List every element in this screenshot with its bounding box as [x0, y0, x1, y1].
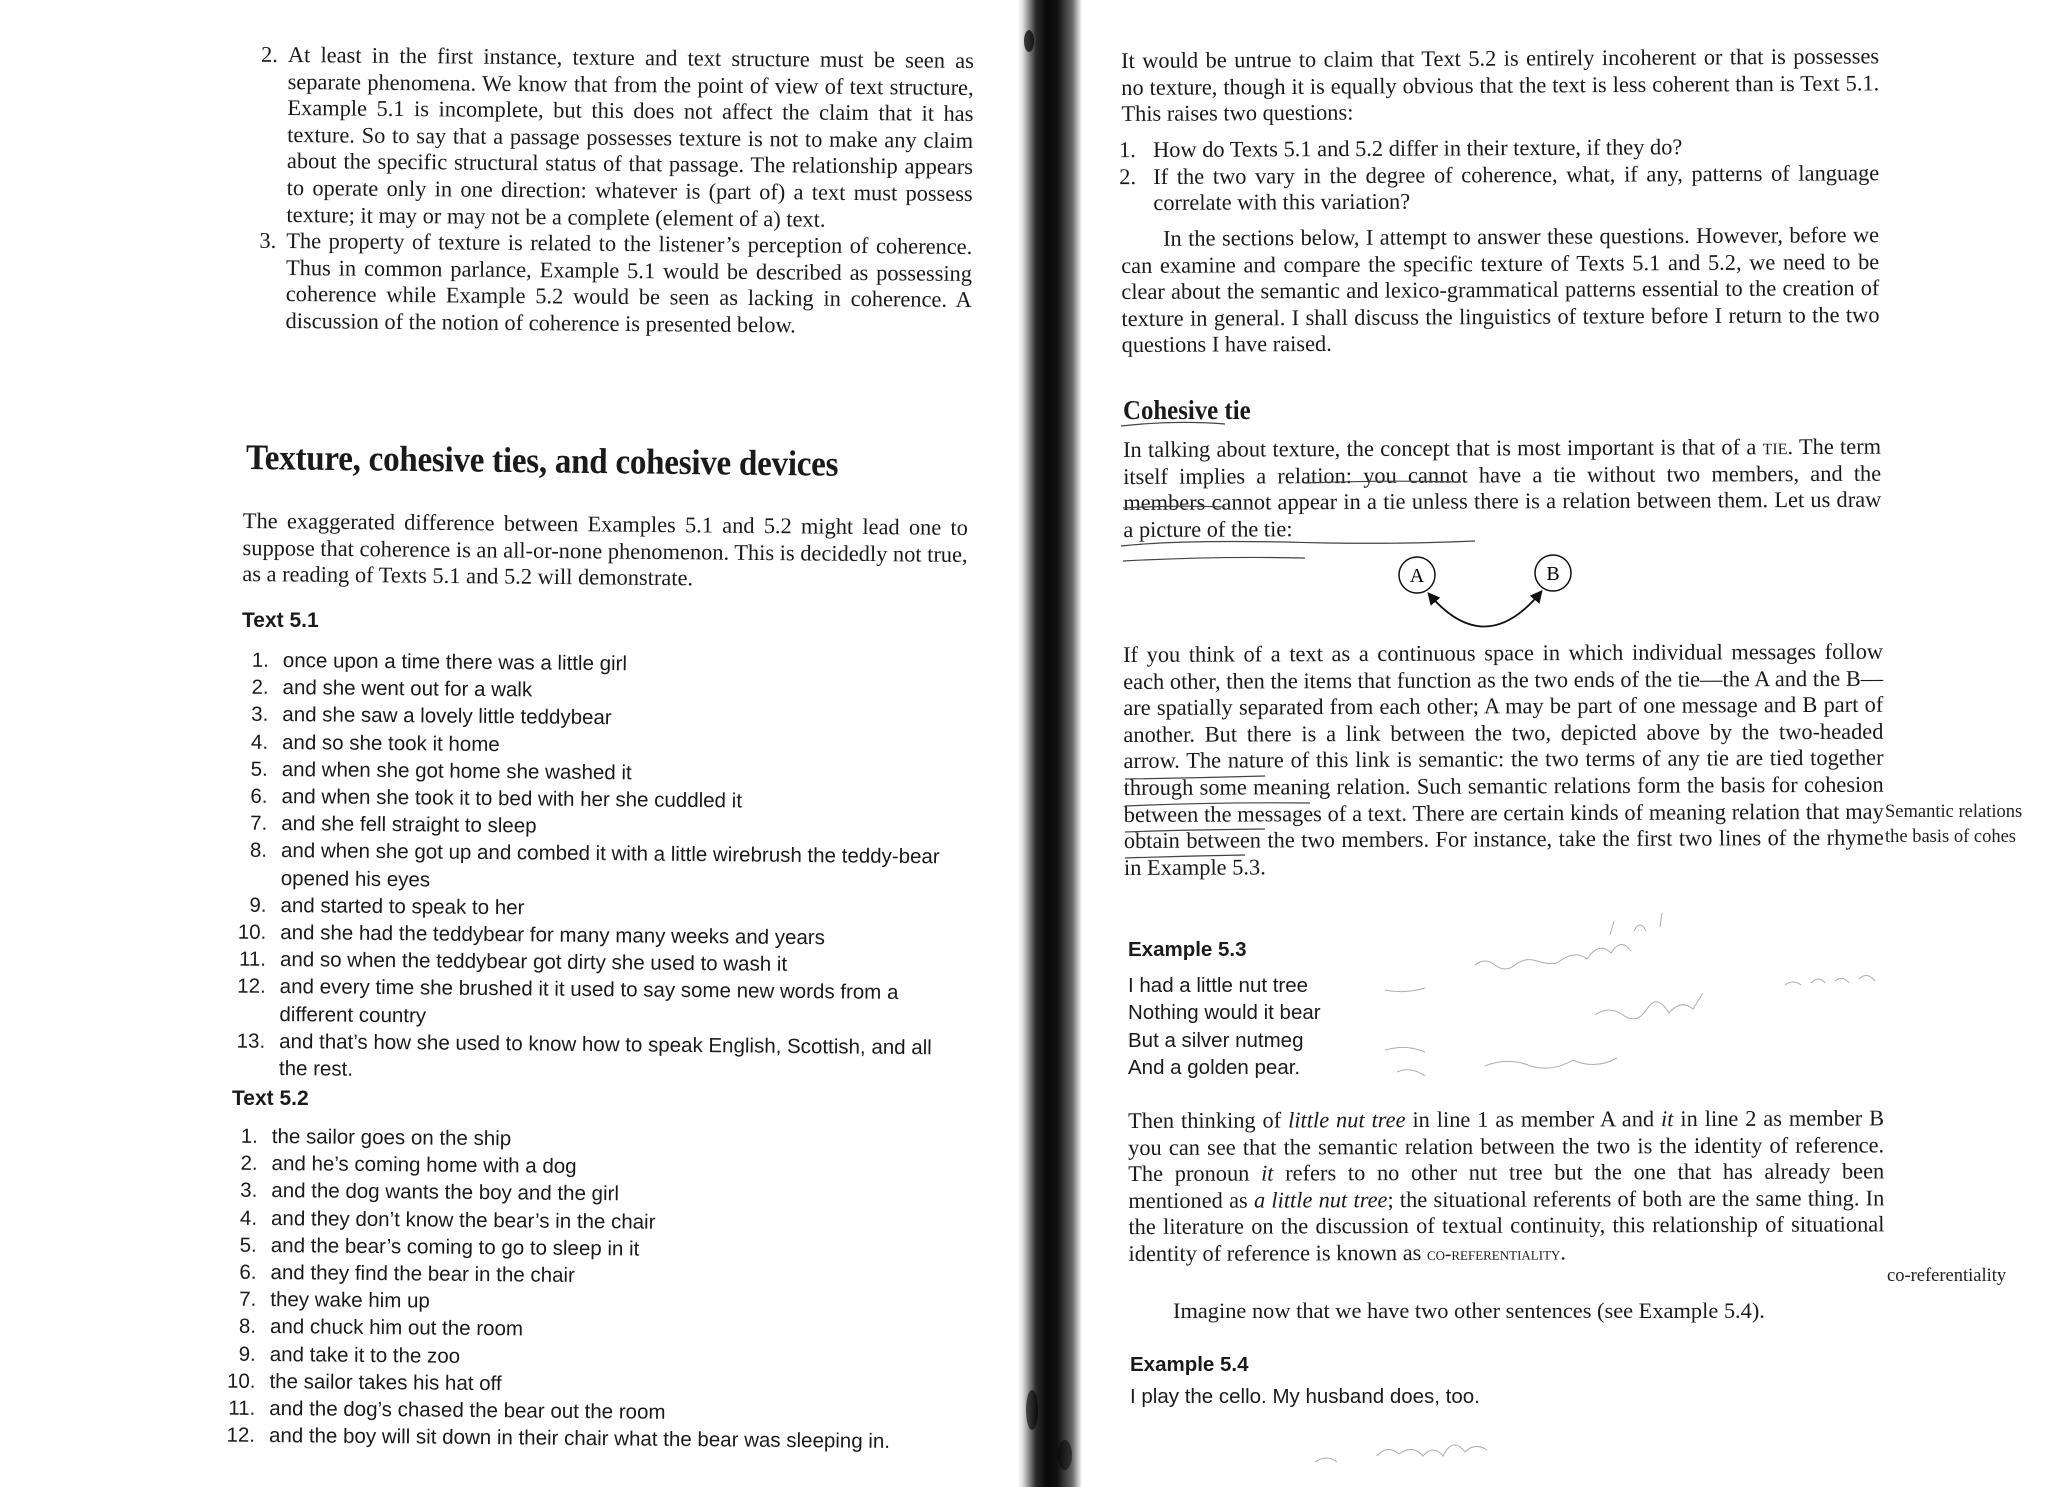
line-text: and so she took it home	[281, 730, 500, 756]
line-number: 12.	[237, 975, 266, 999]
line-number: 9.	[249, 893, 267, 917]
line-number: 10.	[226, 1369, 256, 1393]
margin-note-semantic-relations: Semantic relations the basis of cohes	[1885, 802, 2023, 847]
rhyme-line: But a silver nutmeg	[1128, 1028, 1304, 1052]
list-text: At least in the first instance, texture and text structure must be seen as separate phenomena. We know that from the point of view of text structure, Example 5.1 is incomplete, but this does not affect the claim that it has texture. So to say that a passage possesses texture is not to make any claim about the specific structural status of that passage. The relationship appears to operate only in one direction: whatever is (part of) a text must possess texture; it may or may not be a complete (element of a) text.	[286, 42, 974, 232]
line-text: and take it to the zoo	[269, 1342, 461, 1368]
tie-node-a-label: A	[1409, 565, 1425, 587]
text-5-2-title: Text 5.2	[232, 1087, 309, 1110]
line-number: 9.	[238, 1342, 256, 1366]
italic-term: a little nut tree	[1253, 1186, 1388, 1213]
text-run: .	[1560, 1239, 1567, 1265]
example-5-3-rhyme	[1128, 972, 1368, 1081]
line-text: and when she took it to bed with her she cuddled it	[281, 785, 743, 813]
text-5-1-lines	[236, 647, 963, 1089]
italic-term: it	[1660, 1106, 1674, 1132]
rhyme-line: Nothing would it bear	[1128, 1001, 1321, 1025]
list-text: The property of texture is related to the listener’s perception of coherence. Thus in common parlance, Example 5.1 would be described as possessing coherence while Example 5.2 would be seen as lacking in coherence. A discussion of the notion of coherence is presented below.	[285, 228, 973, 338]
line-number: 1.	[240, 1124, 258, 1148]
rhyme-line: And a golden pear.	[1128, 1055, 1301, 1079]
line-text: and the dog wants the boy and the girl	[271, 1179, 620, 1206]
line-number: 13.	[236, 1029, 266, 1053]
line-text: and he’s coming home with a dog	[271, 1152, 577, 1179]
line-text: the sailor goes on the ship	[271, 1124, 512, 1151]
line-number: 5.	[239, 1233, 257, 1257]
cohesive-tie-heading: Cohesive tie	[1123, 395, 1251, 425]
then-paragraph	[1128, 1105, 1885, 1269]
line-text: the sailor takes his hat off	[269, 1369, 502, 1396]
line-number: 12.	[226, 1423, 256, 1448]
intro-list	[259, 41, 974, 341]
line-number: 2.	[251, 675, 269, 700]
line-number: 6.	[239, 1260, 257, 1284]
text-run: in line 1 as member A and	[1405, 1106, 1662, 1133]
margin-note-co-referentiality: co-referentiality	[1887, 1266, 2007, 1286]
line-text: and when she got home she washed it	[281, 757, 632, 785]
two-headed-arrow	[1429, 592, 1541, 627]
line-number: 8.	[238, 1315, 257, 1339]
text-5-2-lines	[226, 1123, 962, 1456]
tie-paragraph	[1123, 434, 1881, 544]
list-item	[259, 227, 973, 340]
italic-term: little nut tree	[1288, 1107, 1406, 1133]
line-number: 4.	[239, 1206, 258, 1230]
list-item	[1119, 133, 1879, 163]
line-number: 11.	[238, 947, 267, 972]
list-text: If the two vary in the degree of coherence, what, if any, patterns of language correlate with this variation?	[1153, 159, 1880, 216]
line-text: and started to speak to her	[280, 893, 525, 920]
line-text: and every time she brushed it it used to say some new words from a different country	[279, 975, 899, 1028]
tie-paragraph-end: . The term itself implies a relation: you cannot have a tie without two members, and the members cannot appear in a tie unless there is a relation between them. Let us draw a picture of the tie:	[1123, 433, 1882, 542]
line-number: 7.	[250, 811, 268, 836]
line-number: 10.	[237, 920, 267, 944]
line-text: once upon a time there was a little girl	[282, 648, 628, 676]
example-5-4-line: I play the cello. My husband does, too.	[1130, 1385, 1480, 1408]
list-text: How do Texts 5.1 and 5.2 differ in their texture, if they do?	[1153, 134, 1683, 162]
line-number: 3.	[251, 703, 269, 727]
left-page	[0, 0, 1015, 1487]
imagine-paragraph: Imagine now that we have two other sentences (see Example 5.4).	[1173, 1298, 1765, 1323]
opening-paragraph: It would be untrue to claim that Text 5.2 is entirely incoherent or that is possesses no texture, though it is equally obvious that the text is less coherent than is Text 5.1. This raises two questions:	[1121, 43, 1880, 127]
text-line	[249, 837, 961, 898]
line-text: and they don’t know the bear’s in the chair	[270, 1206, 656, 1234]
tie-node-b	[1535, 555, 1571, 591]
book-spine-gutter	[1018, 0, 1082, 1487]
line-number: 4.	[250, 730, 269, 754]
line-text: and when she got up and combed it with a little wirebrush the teddy-bear opened his eyes	[280, 839, 940, 892]
list-number: 2.	[1119, 163, 1137, 189]
line-number: 2.	[240, 1151, 258, 1176]
line-text: and chuck him out the room	[269, 1315, 524, 1341]
line-number: 1.	[251, 648, 269, 672]
tie-node-b-label: B	[1546, 563, 1560, 585]
text-line	[236, 1028, 959, 1089]
line-number: 7.	[239, 1287, 257, 1312]
co-referentiality-term: co-referentiality	[1426, 1243, 1561, 1265]
line-text: and so when the teddybear got dirty she used to wash it	[279, 948, 788, 977]
line-text: and the boy will sit down in their chair what the bear was sleeping in.	[268, 1424, 891, 1454]
tie-paragraph-start: In talking about texture, the concept that is most important is that of a	[1123, 434, 1763, 462]
rhyme-line: I had a little nut tree	[1128, 974, 1309, 997]
line-text: and she went out for a walk	[282, 676, 533, 702]
text-run: refers to no other nut tree but the one that has already been mentioned as	[1128, 1158, 1885, 1213]
tie-term: tie	[1762, 434, 1788, 460]
second-paragraph: In the sections below, I attempt to answer these questions. However, before we can examine and compare the specific texture of Texts 5.1 and 5.2, we need to be clear about the semantic and lexico-grammatical patterns essential to the creation of texture in general. I shall discuss the linguistics of texture before I return to the two questions I have raised.	[1121, 222, 1880, 358]
example-5-4-title: Example 5.4	[1130, 1353, 1249, 1376]
questions-list	[1119, 133, 1880, 217]
list-number: 1.	[1119, 137, 1136, 163]
line-number: 8.	[249, 839, 268, 863]
text-5-1-title: Text 5.1	[242, 609, 319, 632]
line-text: they wake him up	[270, 1288, 430, 1313]
line-text: and the dog’s chased the bear out the room	[269, 1397, 666, 1424]
line-text: and they find the bear in the chair	[270, 1261, 575, 1287]
line-number: 11.	[228, 1396, 256, 1420]
line-text: and that’s how she used to know how to speak English, Scottish, and all the rest.	[278, 1029, 932, 1081]
line-text: and the bear’s coming to go to sleep in it	[270, 1233, 640, 1261]
line-number: 6.	[250, 784, 268, 808]
text-line	[226, 1422, 959, 1456]
text-run: in line 2 as member B you can see that the semantic relation between the two is the identity of reference. The pronoun	[1128, 1105, 1885, 1187]
line-number: 3.	[240, 1179, 258, 1203]
example-5-3-title: Example 5.3	[1128, 938, 1247, 961]
list-item	[1119, 159, 1880, 217]
list-item	[260, 41, 974, 234]
italic-term: it	[1260, 1160, 1274, 1186]
line-text: and she saw a lovely little teddybear	[282, 703, 612, 730]
line-text: and she fell straight to sleep	[281, 812, 537, 838]
text-run: ; the situational referents of both are the same thing. In the literature on the discussion of textual continuity, this relationship of situational identity of reference is known as	[1128, 1185, 1885, 1266]
list-number: 2.	[260, 41, 279, 67]
line-text: and she had the teddybear for many many weeks and years	[280, 921, 826, 950]
right-page	[1085, 0, 2048, 1487]
continuous-space-paragraph: If you think of a text as a continuous space in which individual messages follow each other, then the items that function as the two ends of the tie—the A and the B—are spatially separated from each other; A may be part of one message and B part of another. But there is a link between the two, depicted above by the two-headed arrow. The nature of this link is semantic: the two terms of any tie are tied together through some meaning relation. Such semantic relations form the basis for cohesion between the messages of a text. There are certain kinds of meaning relation that may obtain between the two members. For instance, take the first two lines of the rhyme in Example 5.3.	[1123, 638, 1884, 880]
list-number: 3.	[259, 227, 277, 254]
tie-node-a	[1399, 557, 1435, 593]
section-paragraph: The exaggerated difference between Examples 5.1 and 5.2 might lead one to suppose that coherence is an all-or-none phenomenon. This is decidedly not true, as a reading of Texts 5.1 and 5.2 will demonstrate.	[242, 508, 968, 591]
text-line	[237, 973, 959, 1034]
text-run: Then thinking of	[1128, 1107, 1289, 1133]
section-heading: Texture, cohesive ties, and cohesive devices	[245, 437, 839, 484]
line-number: 5.	[250, 757, 268, 781]
